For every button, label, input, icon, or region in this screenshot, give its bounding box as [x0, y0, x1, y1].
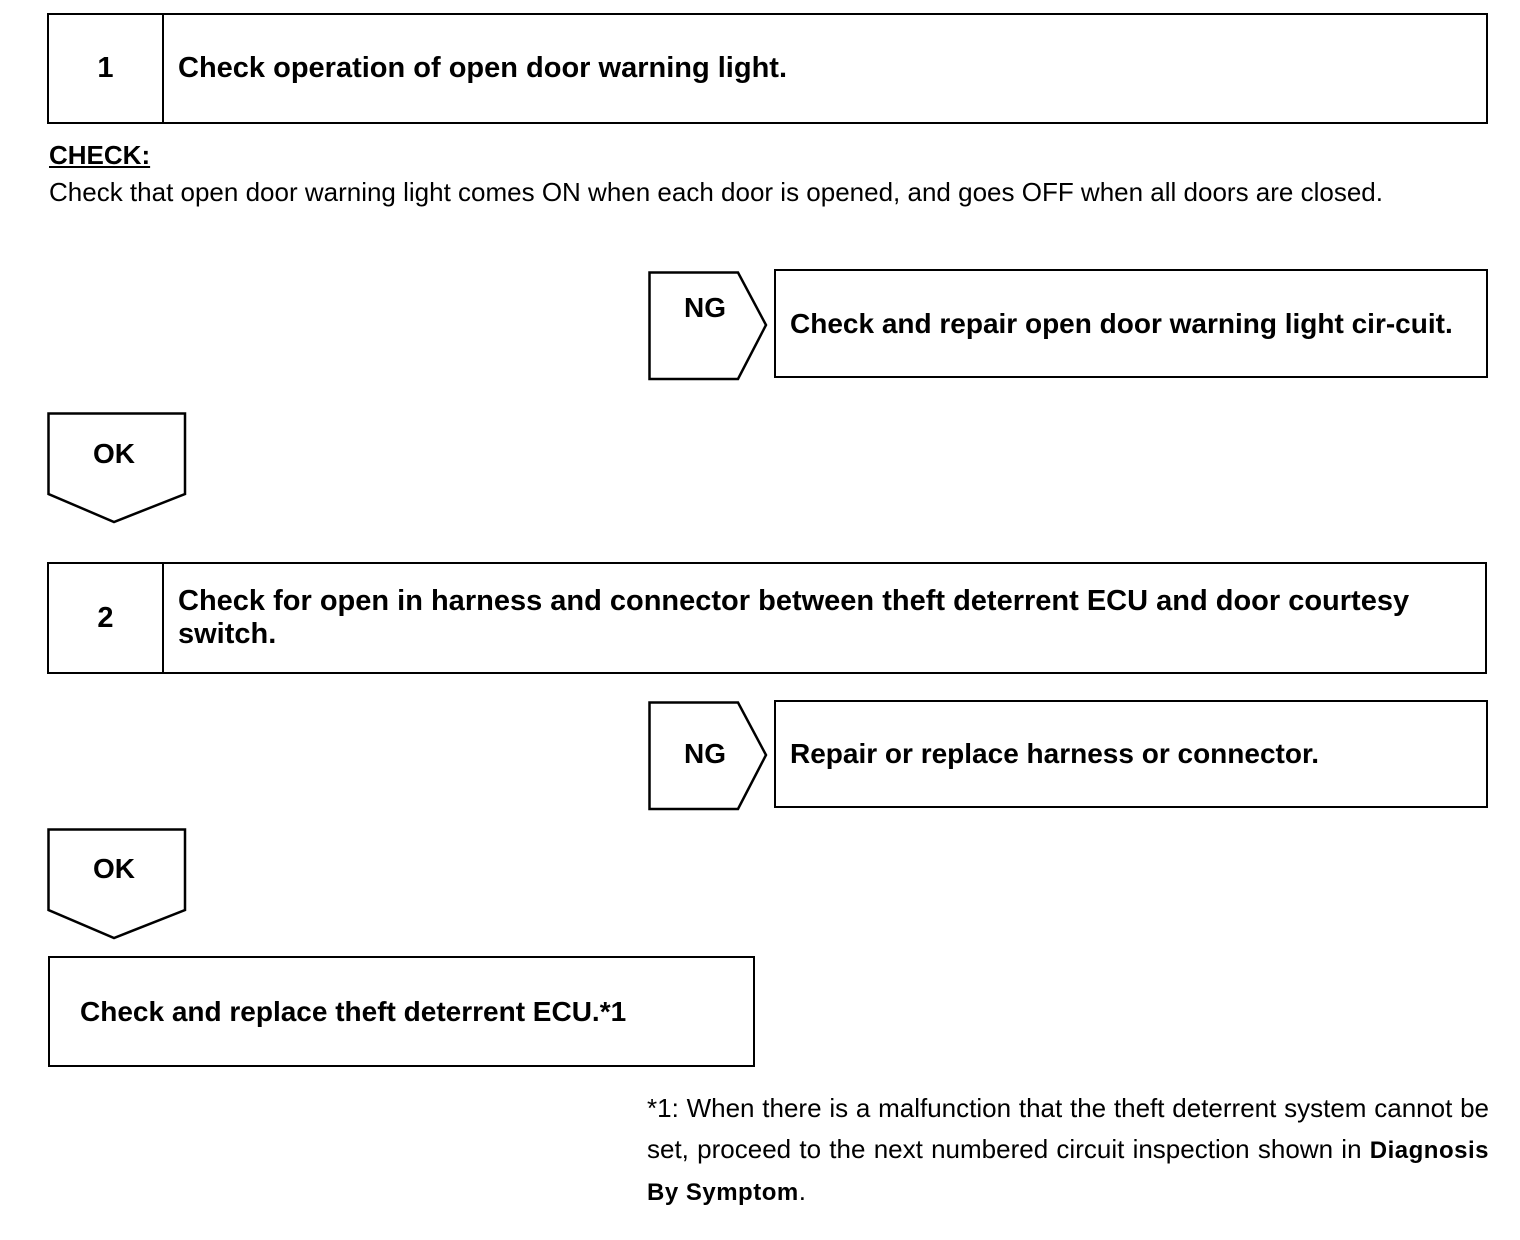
ng-1-tag-label: NG — [684, 292, 726, 323]
footnote-reference: Diagnosis By Symptom — [647, 1137, 1489, 1206]
ok-2-tag-label: OK — [93, 853, 135, 884]
ng-2-action-text: Repair or replace harness or connector. — [790, 738, 1320, 769]
step-1-title: Check operation of open door warning light. — [178, 52, 787, 84]
ng-1-tag-shape — [648, 271, 770, 381]
check-heading: CHECK: — [49, 140, 151, 170]
step-2-number: 2 — [49, 564, 164, 672]
step-2-box — [47, 562, 1487, 674]
footnote-end: . — [798, 1176, 806, 1206]
footnote — [647, 1088, 1489, 1213]
step-2-title: Check for open in harness and connector between theft deterrent ECU and door courtesy switch. — [178, 585, 1410, 650]
ng-1-action-text: Check and repair open door warning light cir-cuit. — [790, 307, 1453, 339]
ng-1-action-box — [774, 269, 1488, 378]
ng-2-action-box — [774, 700, 1488, 808]
ok-1-tag-label: OK — [93, 438, 135, 469]
final-action-text: Check and replace theft deterrent ECU.*1 — [80, 995, 627, 1027]
final-action-box — [48, 956, 755, 1067]
ng-2-tag-label: NG — [684, 738, 726, 769]
step-1-box — [47, 13, 1488, 124]
footnote-text: *1: When there is a malfunction that the theft deterrent system cannot be set, proceed to the next numbered circuit inspection shown in — [647, 1093, 1489, 1164]
check-text: Check that open door warning light comes ON when each door is opened, and goes OFF when all doors are closed. — [49, 177, 1383, 207]
step-1-number: 1 — [49, 15, 164, 122]
